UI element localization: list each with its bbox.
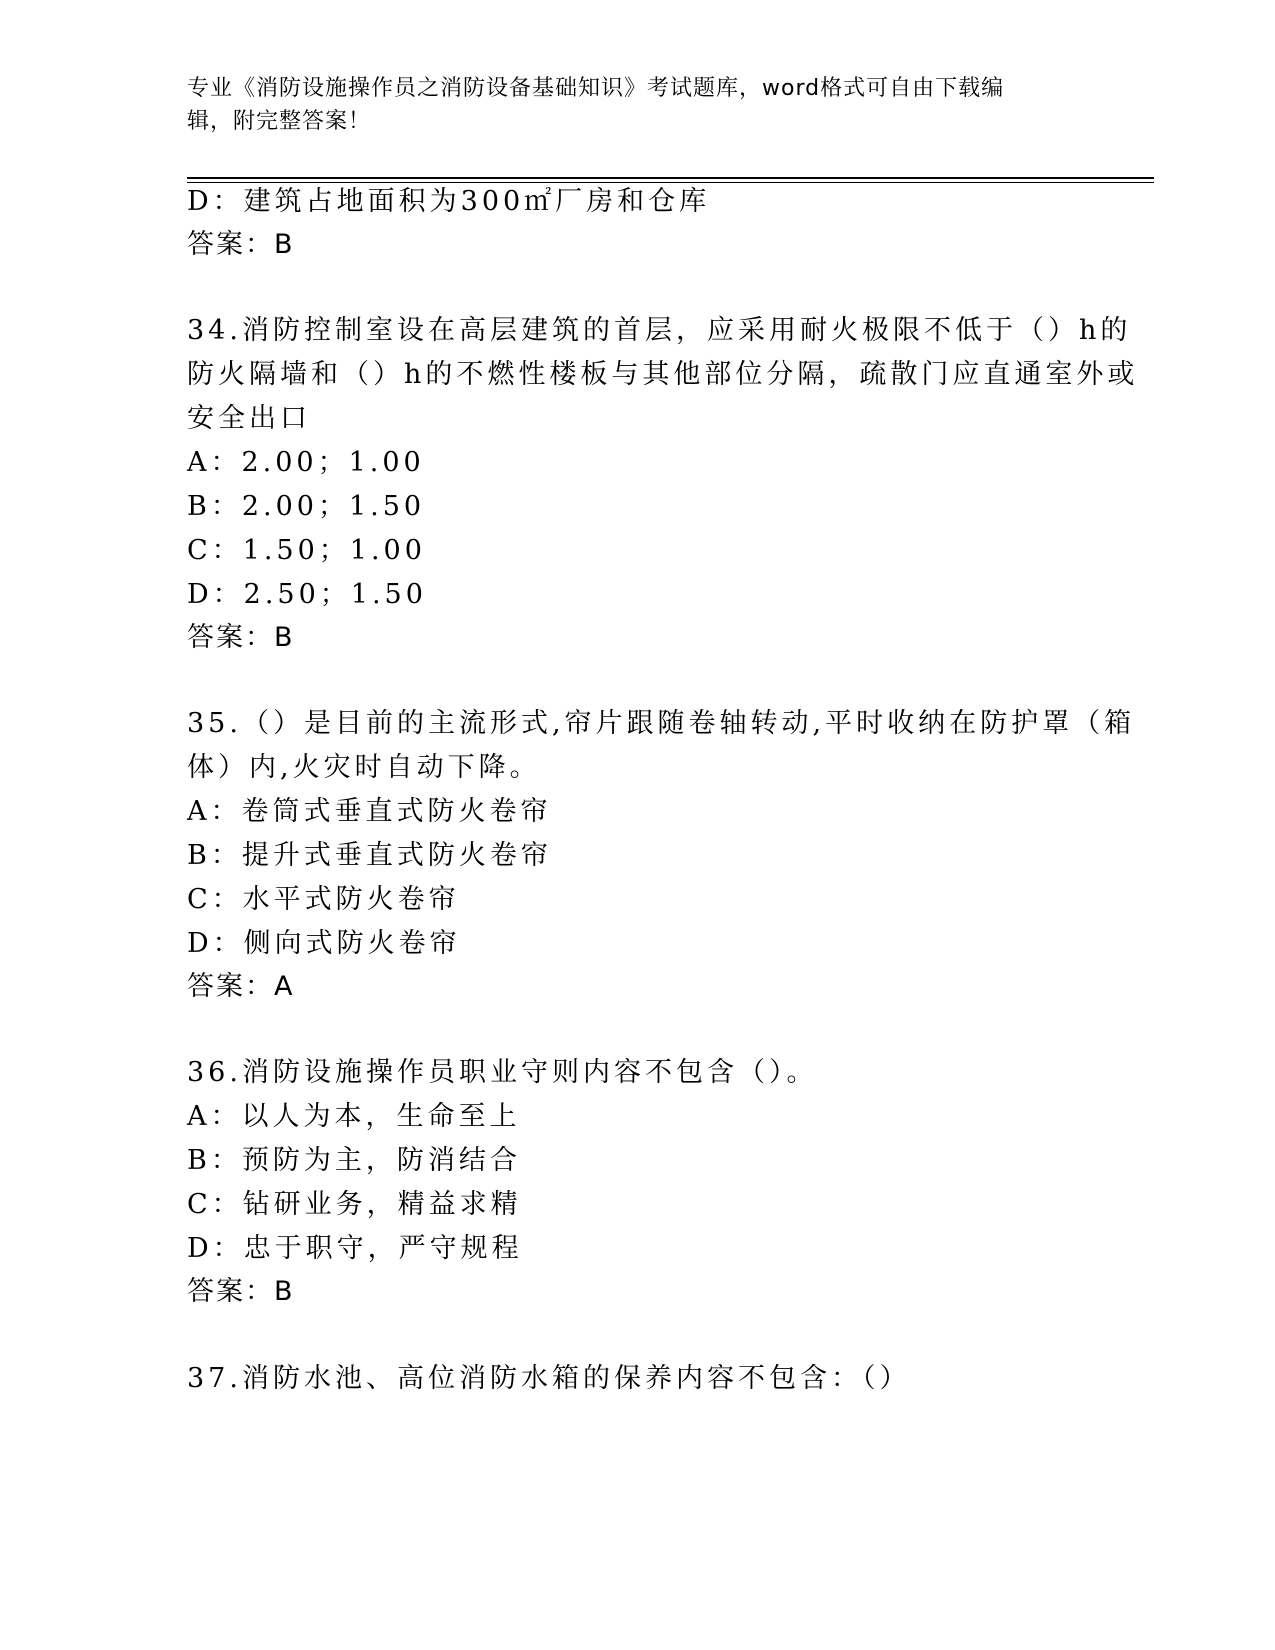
q35-stem-line-1: 35.（）是目前的主流形式,帘片跟随卷轴转动,平时收纳在防护罩（箱 bbox=[187, 708, 1136, 739]
q36-option-d: D：忠于职守，严守规程 bbox=[187, 1233, 523, 1264]
q34-option-a: A：2.00；1.00 bbox=[187, 447, 425, 478]
q35-answer: 答案：A bbox=[187, 971, 295, 1002]
q37-stem-line-1: 37.消防水池、高位消防水箱的保养内容不包含：（） bbox=[187, 1363, 911, 1394]
q34-option-b: B：2.00；1.50 bbox=[187, 491, 426, 522]
q36-option-c: C：钻研业务，精益求精 bbox=[187, 1189, 522, 1220]
q34-option-d: D：2.50；1.50 bbox=[187, 579, 427, 610]
q35-option-d: D：侧向式防火卷帘 bbox=[187, 928, 461, 959]
q34-answer: 答案：B bbox=[187, 622, 295, 653]
q36-stem-line-1: 36.消防设施操作员职业守则内容不包含（）。 bbox=[187, 1057, 818, 1088]
header-line-1: 专业《消防设施操作员之消防设备基础知识》考试题库，word格式可自由下载编 bbox=[187, 76, 1005, 101]
q35-option-c: C：水平式防火卷帘 bbox=[187, 884, 460, 915]
q34-stem-line-3: 安全出口 bbox=[187, 403, 311, 434]
q35-stem-line-2: 体）内,火灾时自动下降。 bbox=[187, 752, 541, 783]
q36-option-b: B：预防为主，防消结合 bbox=[187, 1145, 521, 1176]
q36-answer: 答案：B bbox=[187, 1276, 295, 1307]
prev-answer: 答案：B bbox=[187, 229, 295, 260]
q34-option-c: C：1.50；1.00 bbox=[187, 535, 426, 566]
q35-option-a: A：卷筒式垂直式防火卷帘 bbox=[187, 796, 552, 827]
document-header bbox=[187, 72, 1087, 138]
header-line-2: 辑，附完整答案！ bbox=[187, 109, 372, 134]
header-divider-thick bbox=[187, 177, 1154, 179]
q36-option-a: A：以人为本，生命至上 bbox=[187, 1101, 521, 1132]
header-divider-thin bbox=[187, 182, 1154, 183]
q34-stem-line-2: 防火隔墙和（）h的不燃性楼板与其他部位分隔，疏散门应直通室外或 bbox=[187, 359, 1139, 390]
prev-option-d: D：建筑占地面积为300㎡厂房和仓库 bbox=[187, 186, 711, 217]
q34-stem-line-1: 34.消防控制室设在高层建筑的首层，应采用耐火极限不低于（）h的 bbox=[187, 315, 1132, 346]
q35-option-b: B：提升式垂直式防火卷帘 bbox=[187, 840, 552, 871]
